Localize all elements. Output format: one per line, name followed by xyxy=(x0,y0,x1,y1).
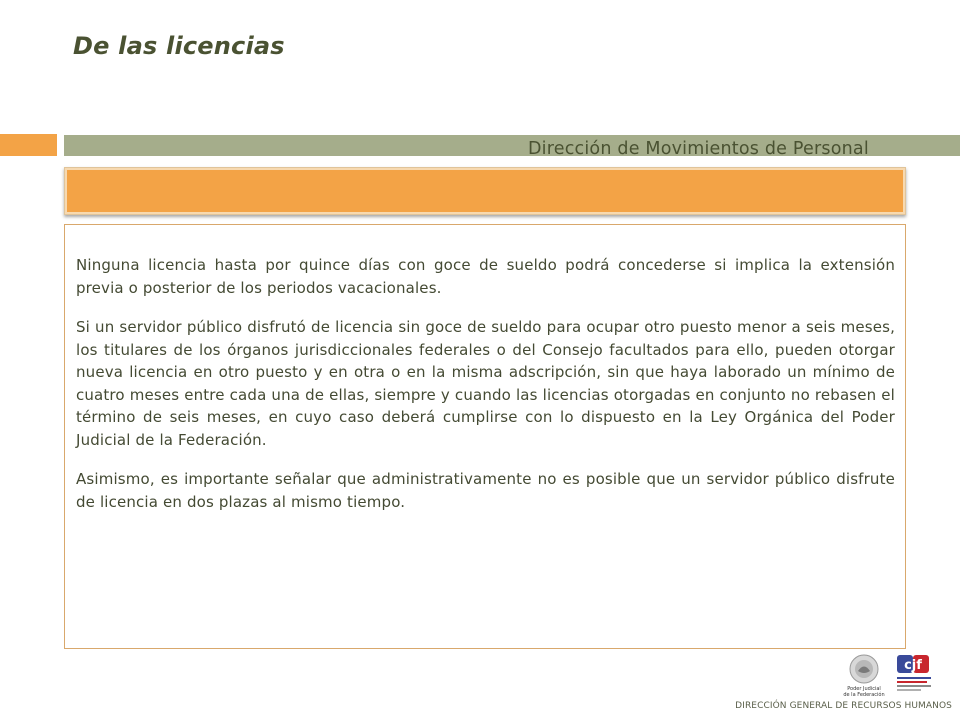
footer-logos xyxy=(840,652,940,700)
content-panel xyxy=(64,224,906,649)
footer-text: DIRECCIÓN GENERAL DE RECURSOS HUMANOS xyxy=(735,701,952,711)
highlight-banner xyxy=(64,167,906,215)
national-seal-icon xyxy=(843,655,884,698)
logo-left-line2: de la Federación xyxy=(843,692,885,698)
paragraph-3: Asimismo, es importante señalar que administrativamente no es posible que un servidor público disfrute de licencia en dos plazas al mismo tiempo. xyxy=(76,470,895,511)
page-title: De las licencias xyxy=(73,32,285,60)
section-subtitle: Dirección de Movimientos de Personal xyxy=(528,139,869,159)
logo-right-mark: cjf xyxy=(904,658,922,673)
paragraph-2: Si un servidor público disfrutó de licencia sin goce de sueldo para ocupar otro puesto menor a seis meses, los titulares de los órganos jurisdiccionales federales o del Consejo facultados para ello, pueden otorgar nueva licencia en otro puesto y en otra o en la misma adscripción, sin que haya laborado un mínimo de cuatro meses entre cada una de ellas, siempre y cuando las licencias otorgadas en conjunto no rebasen el término de seis meses, en cuyo caso deberá cumplirse con lo dispuesto en la Ley Orgánica del Poder Judicial de la Federación. xyxy=(76,318,895,449)
orange-accent-tab xyxy=(0,134,57,156)
paragraph-1: Ninguna licencia hasta por quince días con goce de sueldo podrá concederse si implica la extensión previa o posterior de los periodos vacacionales. xyxy=(76,256,895,297)
logos-svg xyxy=(840,652,940,700)
cjf-logo-icon xyxy=(897,655,931,691)
logo-left-line1: Poder Judicial xyxy=(847,686,881,692)
